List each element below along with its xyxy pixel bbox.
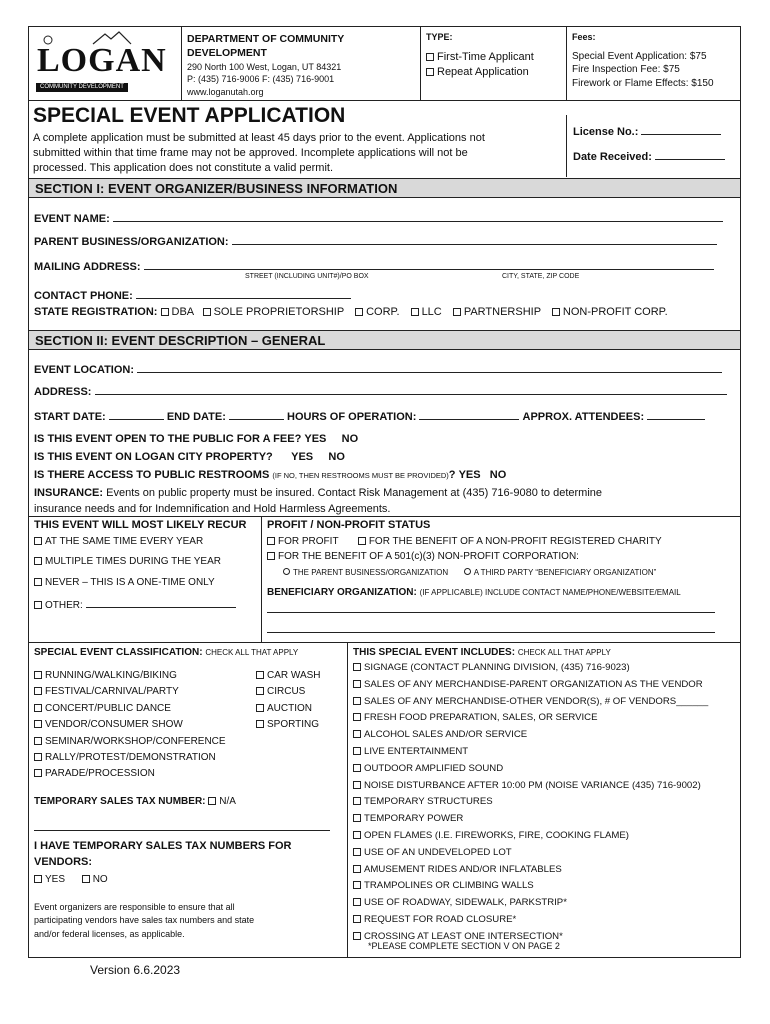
profit-radio-row: THE PARENT BUSINESS/ORGANIZATION A THIRD PARTY “BENEFICIARY ORGANIZATION”: [283, 566, 656, 579]
insurance-line-1: INSURANCE: Events on public property must be insured. Contact Risk Management at (435) 716-9080 to determine: [34, 487, 603, 499]
event-address-field[interactable]: ADDRESS:: [34, 384, 727, 399]
includes-item[interactable]: TEMPORARY POWER: [353, 812, 463, 825]
includes-item[interactable]: LIVE ENTERTAINMENT: [353, 745, 468, 758]
class-sporting[interactable]: SPORTING: [256, 718, 319, 731]
attendees-input[interactable]: [647, 409, 705, 420]
includes-footnote: *PLEASE COMPLETE SECTION V ON PAGE 2: [368, 941, 560, 951]
checkbox[interactable]: [353, 747, 361, 755]
checkbox-na[interactable]: [208, 797, 216, 805]
checkbox[interactable]: [353, 730, 361, 738]
fee-firework: Firework or Flame Effects: $150: [572, 78, 714, 89]
logo-text: LOGAN: [37, 42, 167, 79]
tax-number-line[interactable]: [34, 830, 330, 831]
includes-item[interactable]: OUTDOOR AMPLIFIED SOUND: [353, 762, 503, 775]
checkbox-llc[interactable]: [411, 308, 419, 316]
event-location-field[interactable]: EVENT LOCATION:: [34, 362, 722, 377]
checkbox[interactable]: [353, 663, 361, 671]
checkbox[interactable]: [34, 769, 42, 777]
checkbox[interactable]: [353, 915, 361, 923]
license-divider: [566, 115, 567, 177]
profit-title: PROFIT / NON-PROFIT STATUS: [267, 519, 431, 531]
class-running[interactable]: RUNNING/WALKING/BIKING: [34, 669, 177, 682]
logan-logo: [33, 30, 178, 92]
recur-same-time[interactable]: AT THE SAME TIME EVERY YEAR: [34, 535, 203, 548]
class-festival[interactable]: FESTIVAL/CARNIVAL/PARTY: [34, 685, 179, 698]
vendors-note-1: Event organizers are responsible to ensure that all: [34, 902, 235, 912]
recur-box-top: [28, 516, 741, 517]
class-car-wash[interactable]: CAR WASH: [256, 669, 321, 682]
checkbox[interactable]: [353, 865, 361, 873]
intro-line-2: submitted within that time frame may not be approved. Incomplete applications will not be: [33, 147, 468, 159]
recur-never[interactable]: NEVER – THIS IS A ONE-TIME ONLY: [34, 576, 215, 589]
end-date-input[interactable]: [229, 409, 284, 420]
checkbox[interactable]: [256, 671, 264, 679]
checkbox[interactable]: [353, 881, 361, 889]
includes-item[interactable]: SIGNAGE (CONTACT PLANNING DIVISION, (435) 716-9023): [353, 661, 630, 674]
question-restrooms: IS THERE ACCESS TO PUBLIC RESTROOMS (IF NO, THEN RESTROOMS MUST BE PROVIDED)? YES NO: [34, 469, 507, 481]
profit-501c3[interactable]: FOR THE BENEFIT OF A 501(c)(3) NON-PROFIT CORPORATION:: [267, 550, 579, 563]
checkbox[interactable]: [34, 687, 42, 695]
class-parade[interactable]: PARADE/PROCESSION: [34, 767, 155, 780]
section-2-header: SECTION II: EVENT DESCRIPTION – GENERAL: [29, 330, 740, 350]
mailing-address-field[interactable]: MAILING ADDRESS:: [34, 259, 714, 274]
class-concert[interactable]: CONCERT/PUBLIC DANCE: [34, 702, 171, 715]
beneficiary-line-2[interactable]: [267, 632, 715, 633]
city-hint: CITY, STATE, ZIP CODE: [502, 273, 580, 280]
checkbox-for-profit[interactable]: [267, 537, 275, 545]
recur-title: THIS EVENT WILL MOST LIKELY RECUR: [34, 519, 247, 531]
radio-parent-org[interactable]: [283, 568, 290, 575]
checkbox[interactable]: [34, 557, 42, 565]
includes-item[interactable]: ALCOHOL SALES AND/OR SERVICE: [353, 728, 527, 741]
header-divider-2: [420, 26, 421, 101]
checkbox[interactable]: [353, 713, 361, 721]
recur-divider: [261, 516, 262, 642]
intro-line-1: A complete application must be submitted at least 45 days prior to the event. Applications not: [33, 132, 485, 144]
logo-sub: COMMUNITY DEVELOPMENT: [36, 83, 128, 92]
vendors-note-3: and/or federal licenses, as applicable.: [34, 929, 185, 939]
checkbox[interactable]: [34, 601, 42, 609]
class-divider: [347, 642, 348, 958]
tax-number-row: TEMPORARY SALES TAX NUMBER: N/A: [34, 796, 236, 807]
class-circus[interactable]: CIRCUS: [256, 685, 305, 698]
vendors-question-2: VENDORS:: [34, 856, 93, 868]
hours-input[interactable]: [419, 409, 519, 420]
checkbox[interactable]: [34, 704, 42, 712]
street-hint: STREET (INCLUDING UNIT#)/PO BOX: [245, 273, 369, 280]
dates-row: START DATE: END DATE: HOURS OF OPERATION: APPROX. ATTENDEES:: [34, 409, 705, 424]
checkbox[interactable]: [353, 932, 361, 940]
includes-title: THIS SPECIAL EVENT INCLUDES: CHECK ALL THAT APPLY: [353, 647, 611, 658]
class-vendor[interactable]: VENDOR/CONSUMER SHOW: [34, 718, 183, 731]
recur-box-bottom: [28, 642, 741, 643]
includes-item[interactable]: AMUSEMENT RIDES AND/OR INFLATABLES: [353, 863, 562, 876]
checkbox-sole-proprietorship[interactable]: [203, 308, 211, 316]
page-title: SPECIAL EVENT APPLICATION: [33, 104, 346, 127]
checkbox-charity[interactable]: [358, 537, 366, 545]
event-name-field[interactable]: EVENT NAME:: [34, 211, 723, 226]
classification-title: SPECIAL EVENT CLASSIFICATION: CHECK ALL THAT APPLY: [34, 647, 299, 658]
type-first-time[interactable]: First-Time Applicant: [426, 51, 534, 64]
includes-item[interactable]: USE OF ROADWAY, SIDEWALK, PARKSTRIP*: [353, 896, 567, 909]
recur-multiple[interactable]: MULTIPLE TIMES DURING THE YEAR: [34, 555, 221, 568]
checkbox-no[interactable]: [82, 875, 90, 883]
recur-other[interactable]: OTHER:: [34, 597, 236, 612]
includes-item[interactable]: REQUEST FOR ROAD CLOSURE*: [353, 913, 516, 926]
checkbox[interactable]: [34, 578, 42, 586]
checkbox-yes[interactable]: [34, 875, 42, 883]
checkbox[interactable]: [256, 704, 264, 712]
checkbox[interactable]: [353, 697, 361, 705]
checkbox[interactable]: [353, 797, 361, 805]
start-date-input[interactable]: [109, 409, 164, 420]
question-city-property: IS THIS EVENT ON LOGAN CITY PROPERTY? YES NO: [34, 451, 345, 463]
checkbox[interactable]: [353, 831, 361, 839]
checkbox[interactable]: [34, 720, 42, 728]
class-rally[interactable]: RALLY/PROTEST/DEMONSTRATION: [34, 751, 216, 764]
checkbox[interactable]: [353, 680, 361, 688]
section-1-header: SECTION I: EVENT ORGANIZER/BUSINESS INFORMATION: [29, 178, 740, 198]
fees-label: Fees:: [572, 32, 596, 42]
question-fee: IS THIS EVENT OPEN TO THE PUBLIC FOR A FEE? YES NO: [34, 433, 359, 445]
header-divider-1: [181, 26, 182, 101]
checkbox[interactable]: [34, 671, 42, 679]
state-registration: STATE REGISTRATION: DBA SOLE PROPRIETORSHIP CORP. LLC PARTNERSHIP NON-PROFIT CORP.: [34, 306, 668, 318]
checkbox[interactable]: [353, 848, 361, 856]
checkbox[interactable]: [426, 53, 434, 61]
includes-item[interactable]: NOISE DISTURBANCE AFTER 10:00 PM (NOISE VARIANCE (435) 716-9002): [353, 779, 701, 792]
checkbox-partnership[interactable]: [453, 308, 461, 316]
beneficiary-org: BENEFICIARY ORGANIZATION: (IF APPLICABLE) INCLUDE CONTACT NAME/PHONE/WEBSITE/EMAIL: [267, 587, 681, 598]
profit-options-row: FOR PROFIT FOR THE BENEFIT OF A NON-PROFIT REGISTERED CHARITY: [267, 535, 662, 548]
vendors-note-2: participating vendors have sales tax numbers and state: [34, 915, 255, 925]
checkbox-dba[interactable]: [161, 308, 169, 316]
checkbox[interactable]: [353, 898, 361, 906]
checkbox-corp[interactable]: [355, 308, 363, 316]
type-repeat[interactable]: Repeat Application: [426, 66, 529, 79]
dept-title-2: DEVELOPMENT: [187, 47, 267, 59]
includes-item[interactable]: OPEN FLAMES (I.E. FIREWORKS, FIRE, COOKING FLAME): [353, 829, 629, 842]
includes-item[interactable]: USE OF AN UNDEVELOPED LOT: [353, 846, 512, 859]
includes-item[interactable]: TRAMPOLINES OR CLIMBING WALLS: [353, 879, 534, 892]
license-field[interactable]: License No.:: [573, 124, 721, 139]
contact-phone-field[interactable]: CONTACT PHONE:: [34, 288, 351, 303]
includes-item[interactable]: SALES OF ANY MERCHANDISE-OTHER VENDOR(S), # OF VENDORS______: [353, 695, 708, 708]
checkbox[interactable]: [353, 764, 361, 772]
intro-line-3: processed. This application does not constitute a valid permit.: [33, 162, 334, 174]
header-divider-3: [566, 26, 567, 101]
vendors-yes-no: YES NO: [34, 873, 108, 886]
dept-title-1: DEPARTMENT OF COMMUNITY: [187, 33, 345, 45]
fee-application: Special Event Application: $75: [572, 51, 707, 62]
checkbox[interactable]: [34, 753, 42, 761]
includes-item[interactable]: TEMPORARY STRUCTURES: [353, 795, 493, 808]
includes-item[interactable]: FRESH FOOD PREPARATION, SALES, OR SERVICE: [353, 711, 598, 724]
parent-org-field[interactable]: PARENT BUSINESS/ORGANIZATION:: [34, 234, 717, 249]
checkbox-non-profit-corp[interactable]: [552, 308, 560, 316]
checkbox[interactable]: [34, 537, 42, 545]
checkbox[interactable]: [256, 720, 264, 728]
vendors-question-1: I HAVE TEMPORARY SALES TAX NUMBERS FOR: [34, 840, 292, 852]
dept-website[interactable]: www.loganutah.org: [187, 87, 264, 97]
version-label: Version 6.6.2023: [90, 963, 181, 977]
radio-third-party[interactable]: [464, 568, 471, 575]
dept-address: 290 North 100 West, Logan, UT 84321: [187, 62, 342, 72]
checkbox[interactable]: [256, 687, 264, 695]
dept-phone: P: (435) 716-9006 F: (435) 716-9001: [187, 74, 335, 84]
includes-item[interactable]: SALES OF ANY MERCHANDISE-PARENT ORGANIZATION AS THE VENDOR: [353, 678, 703, 691]
includes-item[interactable]: CROSSING AT LEAST ONE INTERSECTION*: [353, 930, 563, 943]
class-auction[interactable]: AUCTION: [256, 702, 312, 715]
beneficiary-line-1[interactable]: [267, 612, 715, 613]
insurance-line-2: insurance needs and for Indemnification and Hold Harmless Agreements.: [34, 503, 391, 515]
checkbox[interactable]: [353, 781, 361, 789]
fee-fire: Fire Inspection Fee: $75: [572, 64, 680, 75]
checkbox[interactable]: [426, 68, 434, 76]
checkbox[interactable]: [267, 552, 275, 560]
date-received-field[interactable]: Date Received:: [573, 149, 725, 164]
type-label: TYPE:: [426, 32, 453, 42]
header-bottom-line: [28, 100, 741, 101]
checkbox[interactable]: [34, 737, 42, 745]
class-seminar[interactable]: SEMINAR/WORKSHOP/CONFERENCE: [34, 735, 226, 748]
checkbox[interactable]: [353, 814, 361, 822]
